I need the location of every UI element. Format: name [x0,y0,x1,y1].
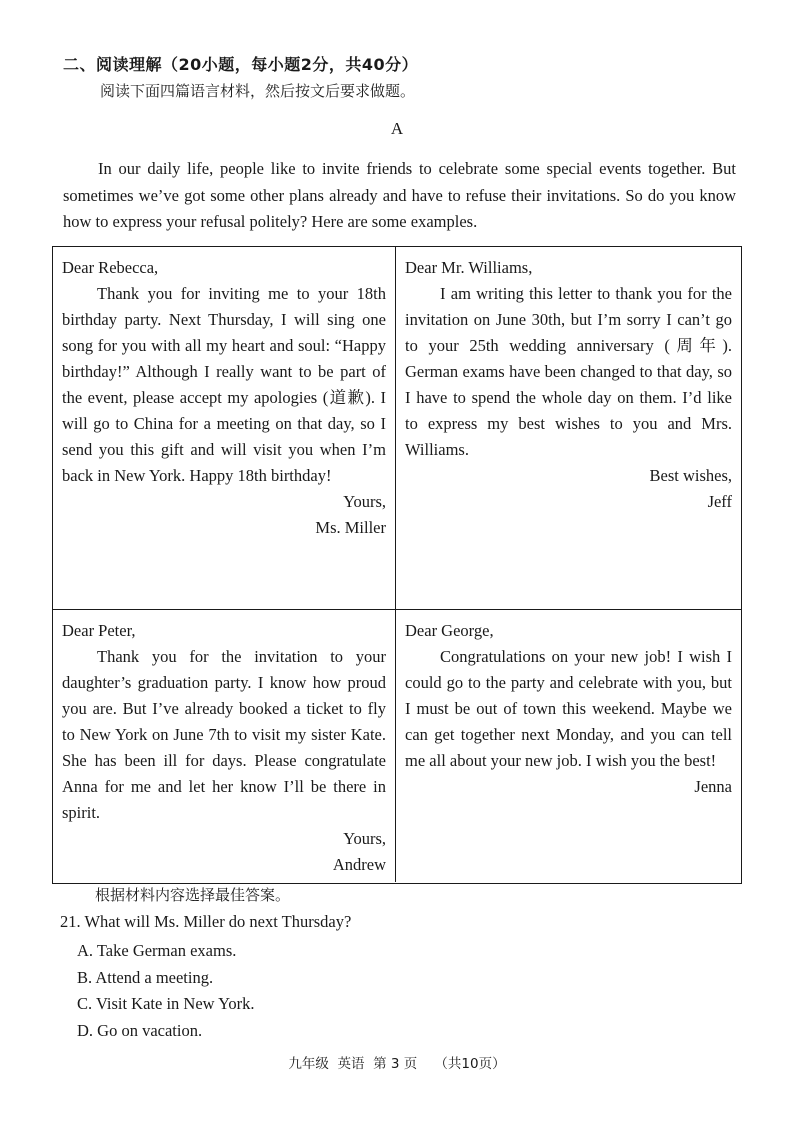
letter-body: Thank you for the invitation to your daughter’s graduation party. I know how proud you are. But I’ve already booked a ticket to fly to New York on June 7th to visit my sister Kate. She has been ill for days. Please congratulate Anna for me and let her know I’ll be there in spirit. [62,647,386,822]
passage-intro [63,156,736,236]
letter-closing: Yours, [343,829,386,848]
option-c[interactable]: C. Visit Kate in New York. [77,994,255,1013]
letter-greeting: Dear George, [405,621,494,640]
option-d[interactable]: D. Go on vacation. [77,1020,203,1040]
letter-greeting: Dear Mr. Williams, [405,258,533,277]
question-prompt: 根据材料内容选择最佳答案。 [95,886,291,904]
letter-greeting: Dear Rebecca, [62,258,159,277]
intro-paragraph: In our daily life, people like to invite friends to celebrate some special events together. But sometimes we’ve got some other plans already and have to refuse their invitations. So do you know how to express your refusal politely? Here are some examples. [63,159,736,231]
letter-closing: Best wishes, [649,466,732,485]
letter-signature: Andrew [332,855,386,874]
letter-peter [53,610,396,882]
page-footer: 九年级 英语 第 3 页 （共10页） [288,1056,506,1072]
letter-signature: Jenna [694,777,732,796]
letter-signature: Jeff [707,492,732,511]
letter-rebecca [53,247,396,610]
letter-mr-williams [396,247,741,610]
question-21-options [77,938,254,1044]
letter-body: Thank you for inviting me to your 18th birthday party. Next Thursday, I will sing one song for you with all my heart and soul: “Happy birthday!” Although I really want to be part of the event, please accept my apologies (道歉). I will go to China for a meeting on that day, so I send you this gift and will visit you when I’m back in New York. Happy 18th birthday! [62,284,386,485]
letter-george [396,610,741,882]
section-instruction: 阅读下面四篇语言材料，然后按文后要求做题。 [100,82,416,100]
letter-body: I am writing this letter to thank you for the invitation on June 30th, but I’m sorry I can’t go to your 25th wedding anniversary (周年). German exams have been changed to that day, so I have to spend the whole day on them. I’d like to express my best wishes to you and Mrs. Williams. [405,284,732,459]
letter-greeting: Dear Peter, [62,621,136,640]
section-title: 二、阅读理解（20小题，每小题2分，共40分） [63,55,419,74]
option-a[interactable]: A. Take German exams. [77,941,237,960]
letter-body: Congratulations on your new job! I wish I could go to the party and celebrate with you, but I must be out of town this weekend. Maybe we can get together next Monday, and you can tell me all about your new job. I wish you the best! [405,647,732,770]
letter-signature: Ms. Miller [315,518,386,537]
letter-closing: Yours, [343,492,386,511]
question-21: 21. What will Ms. Miller do next Thursday? [60,912,352,931]
passage-label: A [390,119,404,138]
letters-table [52,246,742,884]
option-b[interactable]: B. Attend a meeting. [77,967,214,987]
